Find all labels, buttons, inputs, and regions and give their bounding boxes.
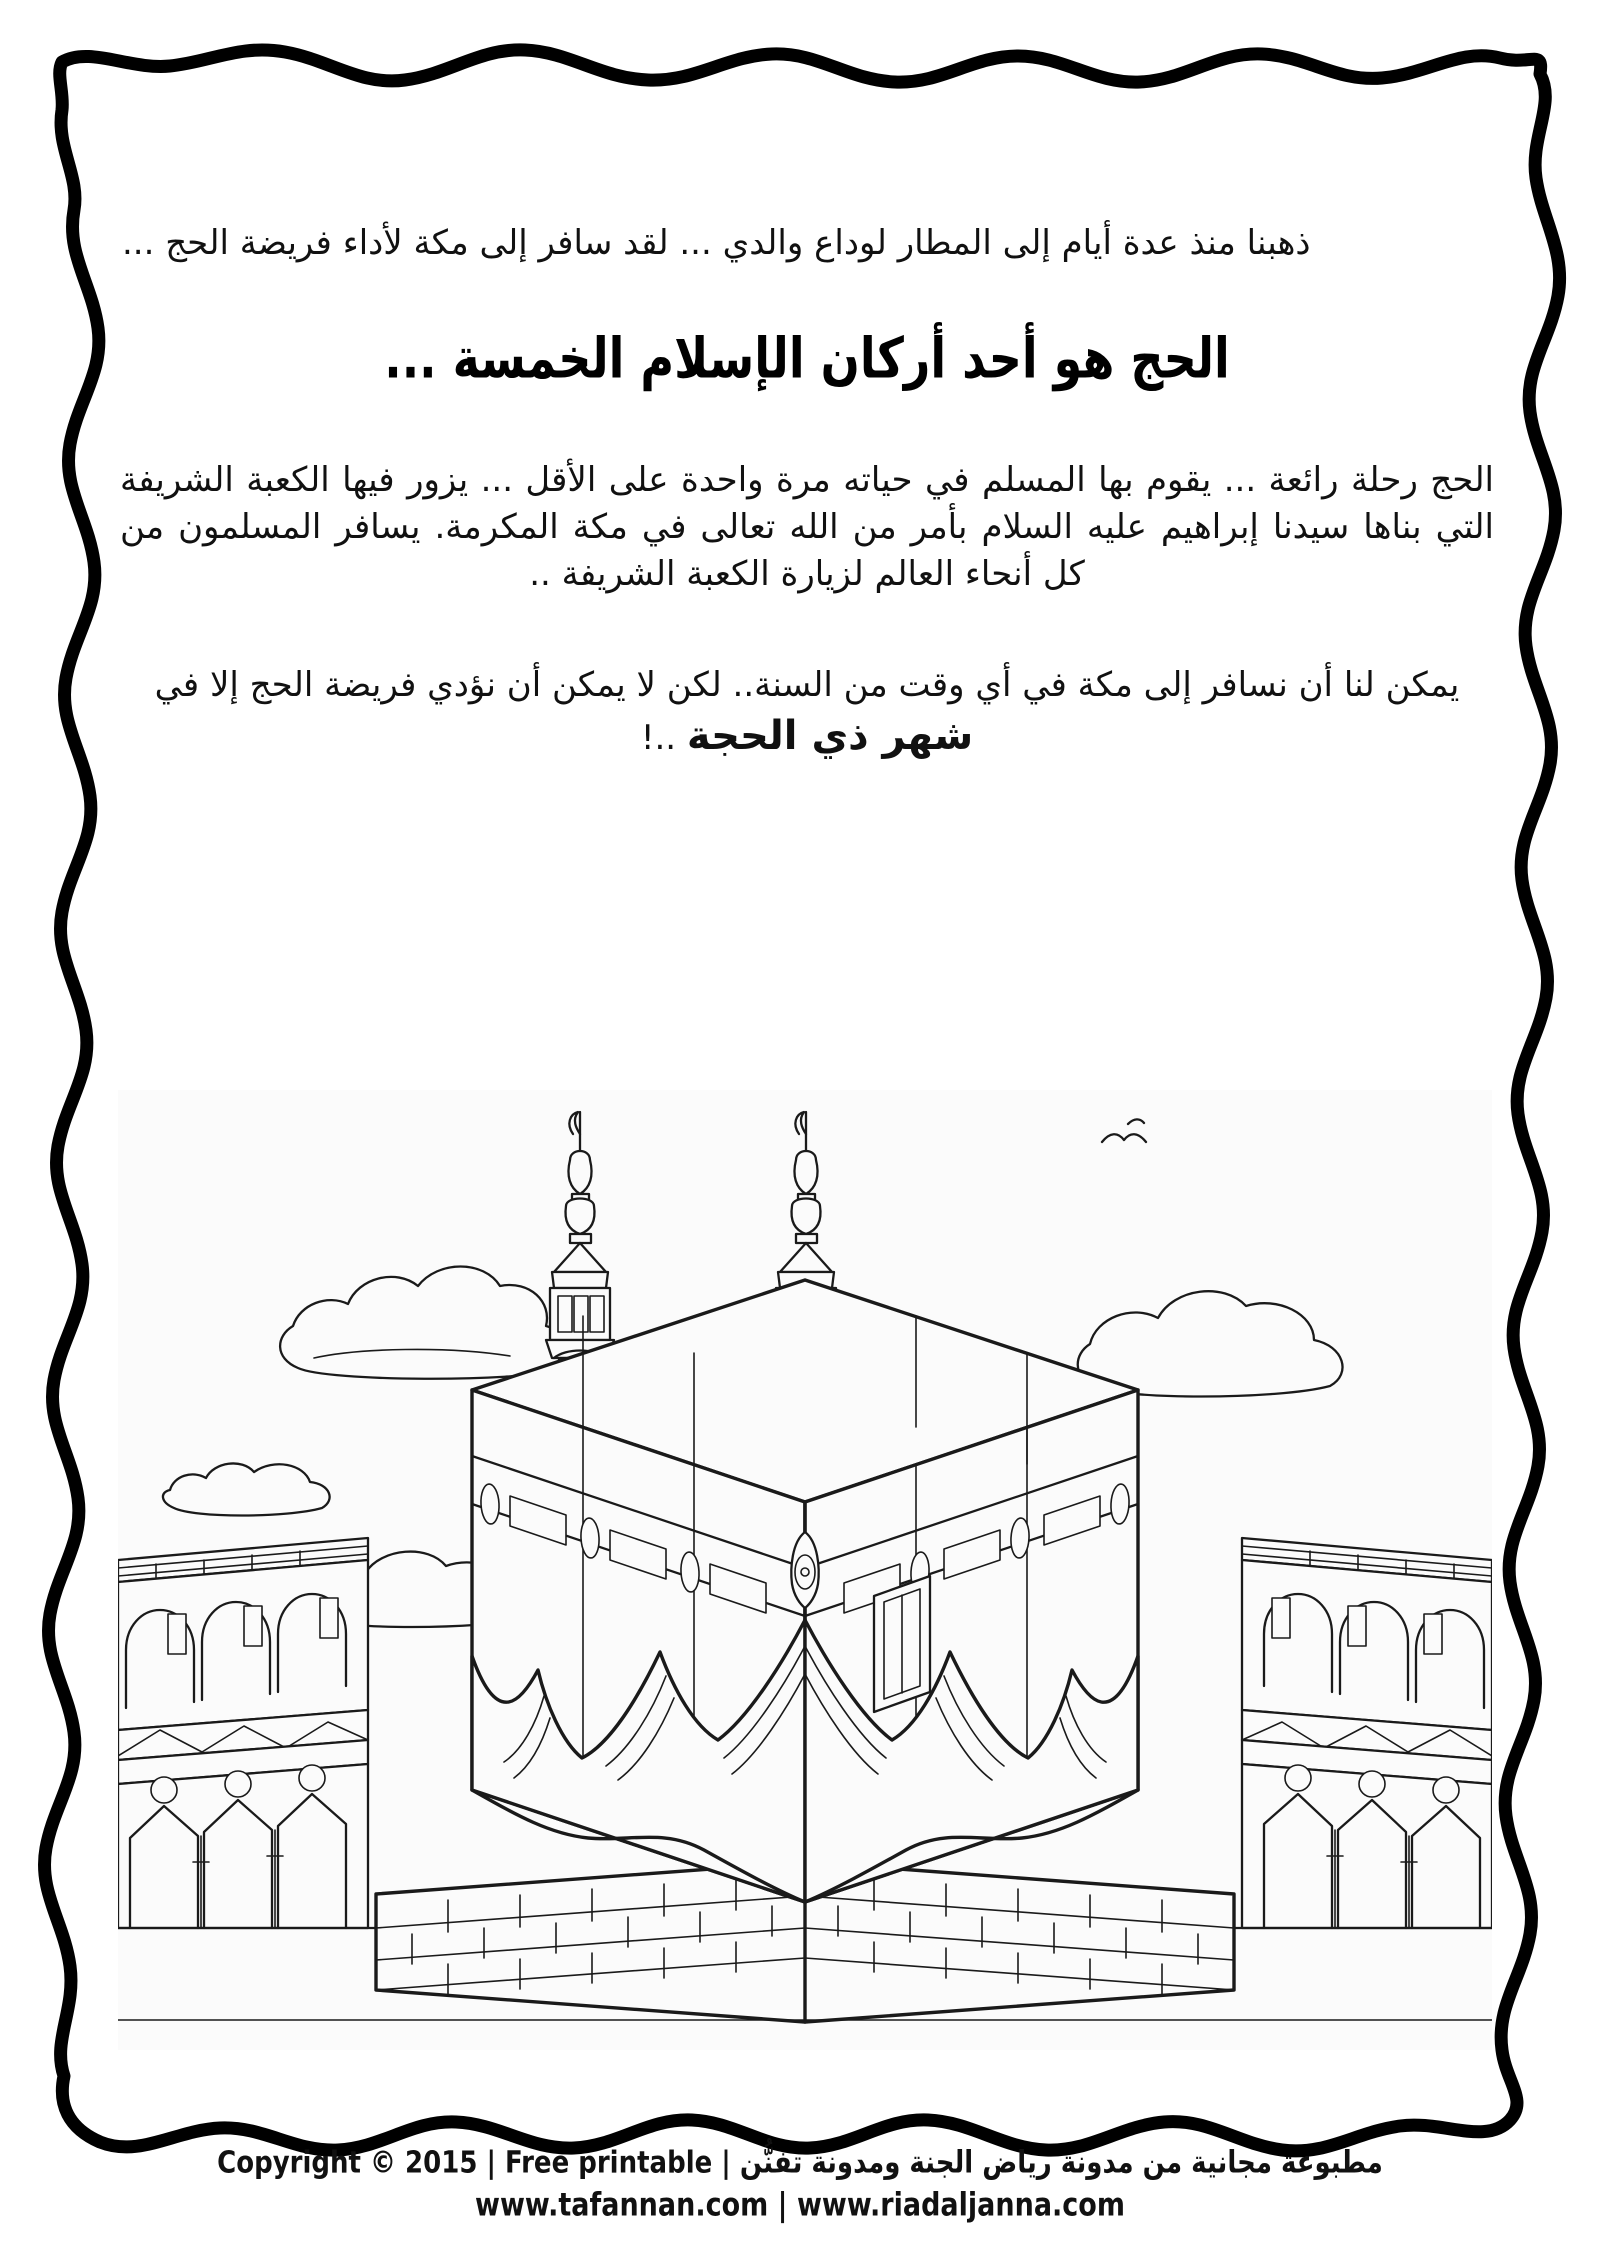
kaaba-coloring-illustration <box>118 1090 1492 2050</box>
mosque-arcade-left <box>118 1538 368 1928</box>
paragraph-timing-emphasis: شهر ذي الحجة <box>686 712 974 759</box>
illustration-panel <box>118 1090 1492 2050</box>
paragraph-timing-text-before: يمكن لنا أن نسافر إلى مكة في أي وقت من السنة.. لكن لا يمكن أن نؤدي فريضة الحج إلا في <box>154 664 1460 705</box>
footer-websites: www.tafannan.com | www.riadaljanna.com <box>475 2187 1125 2224</box>
page-content <box>112 80 1502 2180</box>
intro-paragraph: ذهبنا منذ عدة أيام إلى المطار لوداع والدي ... لقد سافر إلى مكة لأداء فريضة الحج ... <box>122 223 1311 263</box>
kaaba-door <box>874 1576 930 1712</box>
paragraph-hajj-description: الحج رحلة رائعة ... يقوم بها المسلم في حياته مرة واحدة على الأقل ... يزور فيها الكعبة الشريفة التي بناها سيدنا إبراهيم عليه السلام بأمر من الله تعالى في مكة المكرمة. يسافر المسلمون من كل أنحاء العالم لزيارة الكعبة الشريفة .. <box>120 459 1494 594</box>
paragraph-hajj-timing <box>120 662 1494 764</box>
footer-copyright: Copyright © 2015 | Free printable | مطبوعة مجانية من مدونة رياض الجنة ومدونة تفنُّن <box>217 2145 1383 2181</box>
mosque-arcade-right <box>1242 1538 1492 1928</box>
kaaba-corner-medallion <box>791 1532 818 1608</box>
footer <box>0 2145 1600 2224</box>
paragraph-timing-text-after: ..! <box>640 717 687 758</box>
page-headline: الحج هو أحد أركان الإسلام الخمسة ... <box>384 324 1230 391</box>
